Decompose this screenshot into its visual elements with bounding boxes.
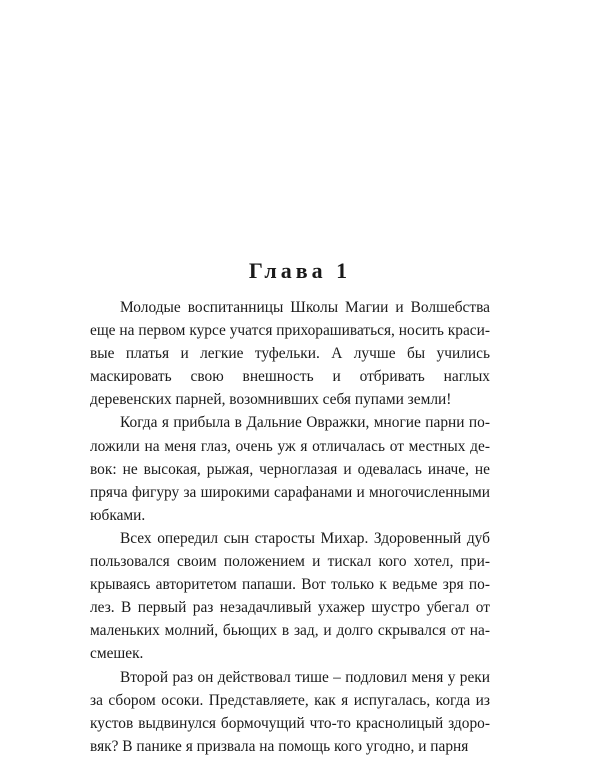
paragraph-1: Молодые воспитанницы Школы Магии и Волшебства еще на первом курсе учатся прихорашиваться, носить красивые платья и легкие туфельки. А лучше бы учились маскировать свою внешность и отбривать наглых деревенских парней, возомнивших себя пупами земли! bbox=[90, 299, 490, 409]
body-text bbox=[90, 296, 490, 758]
paragraph-4: Второй раз он действовал тише – подловил меня у реки за сбором осоки. Представляете, как я испугалась, когда из кустов выдвинулся бормочущий что-то краснолицый здоровяк? В панике я призвала на помощь кого угодно, и парня bbox=[90, 668, 490, 755]
chapter-title: Глава 1 bbox=[248, 258, 352, 283]
paragraph-2: Когда я прибыла в Дальние Овражки, многие парни положили на меня глаз, очень уж я отличалась от местных девок: не высокая, рыжая, черноглазая и одевалась иначе, не пряча фигуру за широкими сарафанами и многочисленными юбками. bbox=[90, 414, 490, 524]
paragraph-3: Всех опередил сын старосты Михар. Здоровенный дуб пользовался своим положением и тискал кого хотел, прикрываясь авторитетом папаши. Вот только к ведьме зря полез. В первый раз незадачливый ухажер шустро убегал от маленьких молний, бьющих в зад, и долго скрывался от насмешек. bbox=[90, 529, 490, 663]
